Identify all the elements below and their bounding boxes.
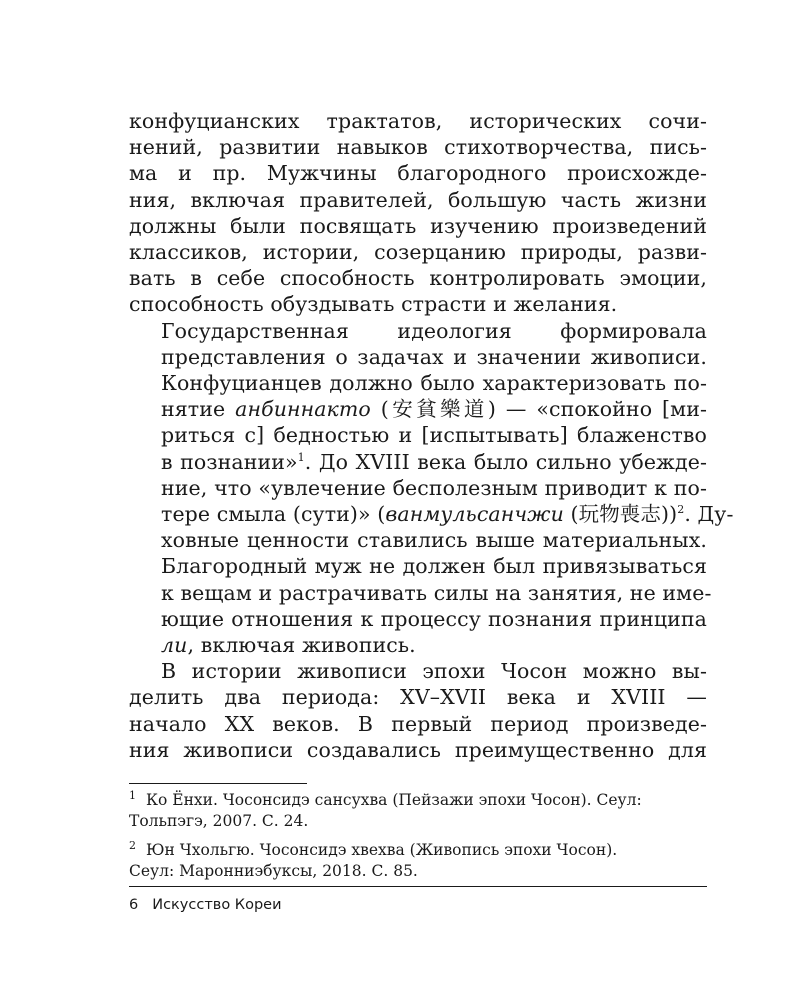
text-line: Конфуцианцев должно было характеризовать по-	[161, 371, 707, 396]
footnote-number: 2	[129, 838, 136, 852]
text-line: классиков, истории, созерцанию природы, разви-	[129, 240, 707, 265]
paragraph-2	[129, 318, 734, 659]
footnote-2	[129, 840, 707, 881]
text-fragment: нятие	[161, 397, 236, 422]
footnote-separator	[129, 783, 307, 784]
text-line: представления о задачах и значении живописи.	[161, 344, 707, 369]
text-line	[129, 632, 707, 658]
text-line	[129, 396, 707, 422]
text-line: к вещам и растрачивать силы на занятия, не име-	[161, 580, 712, 605]
footnote-number: 1	[129, 788, 136, 802]
footnote-text: Тольпэгэ, 2007. С. 24.	[129, 811, 309, 830]
text-fragment: , включая живопись.	[187, 633, 416, 658]
text-line: В истории живописи эпохи Чосон можно вы-	[161, 659, 707, 684]
main-text	[129, 108, 734, 763]
text-fragment: (安貧樂道) — «спокойно [ми-	[370, 397, 707, 422]
text-line: делить два периода: XV–XVII века и XVIII —	[129, 685, 707, 710]
page-footer	[129, 895, 282, 915]
running-title: Искусство Кореи	[152, 897, 282, 913]
text-line: конфуцианских трактатов, исторических сочи-	[129, 109, 707, 133]
text-line: ния, включая правителей, большую часть жизни	[129, 187, 707, 212]
footnotes	[129, 790, 707, 890]
paragraph-3	[129, 658, 707, 763]
text-line: должны были посвящать изучению произведений	[129, 213, 707, 238]
text-fragment: тере смыла (сути)» (	[161, 502, 386, 527]
text-line	[129, 449, 707, 475]
page-number: 6	[129, 897, 139, 913]
footnote-text: Ко Ёнхи. Чосонсидэ сансухва (Пейзажи эпохи Чосон). Сеул:	[146, 791, 642, 809]
text-line: ховные ценности ставились выше материальных.	[161, 528, 707, 553]
term-li: ли	[161, 633, 188, 658]
footnote-ref-1[interactable]: 1	[297, 450, 305, 464]
term-anbinnakto: анбиннакто	[235, 397, 371, 422]
text-line: нений, развитии навыков стихотворчества, пись-	[129, 135, 707, 160]
text-fragment: . Ду-	[684, 502, 734, 527]
text-line: ния живописи создавались преимущественно для	[129, 737, 707, 762]
text-line: ма и пр. Мужчины благородного происхожде-	[129, 161, 707, 186]
text-line: начало XX веков. В первый период произведе-	[129, 711, 707, 736]
footnote-text: Сеул: Маронниэбуксы, 2018. С. 85.	[129, 861, 418, 880]
text-fragment: . До XVIII века было сильно убежде-	[304, 449, 707, 474]
text-line: Благородный муж не должен был привязываться	[161, 554, 707, 579]
text-line: вать в себе способность контролировать эмоции,	[129, 266, 707, 291]
text-fragment: в познании»	[161, 449, 298, 474]
footnote-text: Юн Чхольгю. Чосонсидэ хвехва (Живопись эпохи Чосон).	[146, 841, 618, 859]
text-line: риться с] бедностью и [испытывать] блаженство	[161, 423, 707, 448]
text-fragment: (玩物喪志))	[563, 502, 678, 527]
text-line: способность обуздывать страсти и желания.	[129, 292, 618, 317]
footnote-1	[129, 790, 707, 831]
footer-separator	[129, 886, 707, 887]
paragraph-1	[129, 108, 707, 318]
text-line: ющие отношения к процессу познания принципа	[161, 606, 707, 631]
text-line: ние, что «увлечение бесполезным приводит к по-	[161, 475, 707, 500]
text-line: Государственная идеология формировала	[161, 318, 707, 343]
term-vanmulsanchzhi: ванмульсанчжи	[385, 502, 564, 527]
footnote-ref-2[interactable]: 2	[677, 503, 685, 517]
text-line	[129, 501, 734, 527]
